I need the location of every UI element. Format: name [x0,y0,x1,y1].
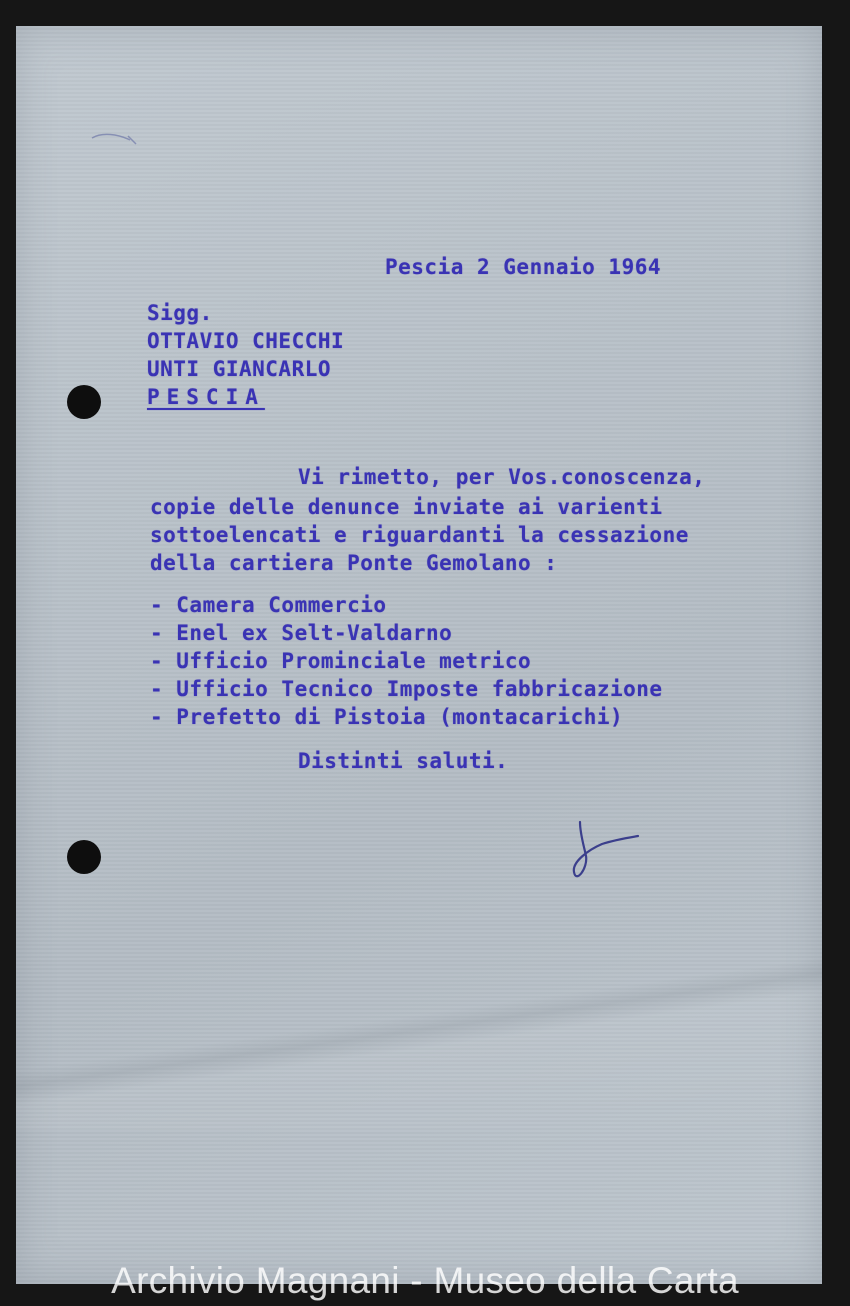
list-item: - Ufficio Prominciale metrico [150,649,532,673]
pencil-mark [88,128,148,152]
letter-date: Pescia 2 Gennaio 1964 [385,255,662,279]
handwritten-initial-mark [566,812,642,892]
archive-watermark: Archivio Magnani - Museo della Carta [111,1260,739,1301]
body-line-1: Vi rimetto, per Vos.conoscenza, [298,465,706,489]
salutation: Sigg. [147,301,213,325]
list-item: - Camera Commercio [150,593,387,617]
body-line-4: della cartiera Ponte Gemolano : [150,551,558,575]
list-item: - Prefetto di Pistoia (montacarichi) [150,705,624,729]
recipient-city: PESCIA [147,385,265,409]
recipient-2: UNTI GIANCARLO [147,357,332,381]
list-item: - Ufficio Tecnico Imposte fabbricazione [150,677,663,701]
closing: Distinti saluti. [298,749,509,773]
body-line-3: sottoelencati e riguardanti la cessazione [150,523,689,547]
body-line-2: copie delle denunce inviate ai varienti [150,495,663,519]
list-item: - Enel ex Selt-Valdarno [150,621,453,645]
recipient-1: OTTAVIO CHECCHI [147,329,345,353]
punch-hole-bottom [67,840,101,874]
punch-hole-top [67,385,101,419]
